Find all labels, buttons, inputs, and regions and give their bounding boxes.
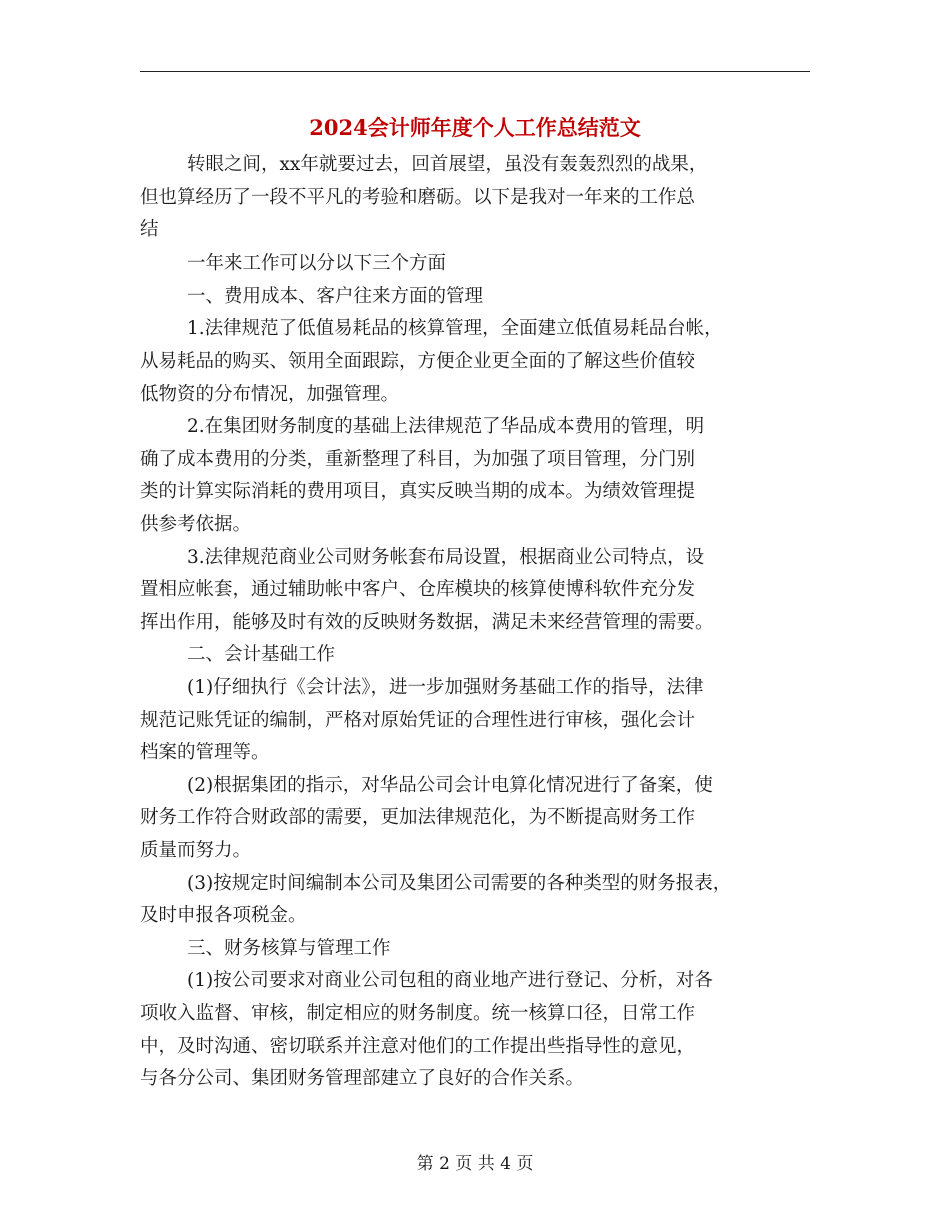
body-line: (3)按规定时间编制本公司及集团公司需要的各种类型的财务报表， xyxy=(187,872,732,894)
body-line: 从易耗品的购买、领用全面跟踪，方便企业更全面的了解这些价值较 xyxy=(140,351,696,373)
section-heading: 二、会计基础工作 xyxy=(187,644,336,666)
document-body xyxy=(140,149,812,1096)
page-footer: 第 2 页 共 4 页 xyxy=(416,1154,534,1174)
body-line: 3.法律规范商业公司财务帐套布局设置，根据商业公司特点，设 xyxy=(187,546,705,568)
body-line: (1)仔细执行《会计法》，进一步加强财务基础工作的指导，法律 xyxy=(187,677,704,698)
body-line: 1.法律规范了低值易耗品的核算管理，全面建立低值易耗品台帐， xyxy=(187,318,723,340)
body-line: 质量而努力。 xyxy=(140,839,252,861)
section-heading: 三、财务核算与管理工作 xyxy=(187,937,391,959)
body-line: 转眼之间，xx年就要过去，回首展望，虽没有轰轰烈烈的战果， xyxy=(187,154,708,175)
body-line: 低物资的分布情况，加强管理。 xyxy=(140,383,400,405)
section-heading: 一、费用成本、客户往来方面的管理 xyxy=(187,285,484,307)
header-rule xyxy=(140,71,810,72)
body-line: 档案的管理等。 xyxy=(140,742,270,764)
body-line: 2.在集团财务制度的基础上法律规范了华品成本费用的管理，明 xyxy=(187,416,705,438)
body-line: 但也算经历了一段不平凡的考验和磨砺。以下是我对一年来的工作总 xyxy=(140,186,696,208)
body-line: 与各分公司、集团财务管理部建立了良好的合作关系。 xyxy=(140,1068,585,1090)
body-line: 一年来工作可以分以下三个方面 xyxy=(187,253,447,275)
document-title: 2024会计师年度个人工作总结范文 xyxy=(309,115,641,140)
body-line: (2)根据集团的指示，对华品公司会计电算化情况进行了备案，使 xyxy=(187,774,713,796)
body-line: 规范记账凭证的编制，严格对原始凭证的合理性进行审核，强化会计 xyxy=(140,709,696,731)
body-line: 财务工作符合财政部的需要，更加法律规范化，为不断提高财务工作 xyxy=(140,807,696,829)
body-line: 挥出作用，能够及时有效的反映财务数据，满足未来经营管理的需要。 xyxy=(140,611,714,633)
body-line: 确了成本费用的分类，重新整理了科目，为加强了项目管理，分门别 xyxy=(140,448,696,470)
body-line: 类的计算实际消耗的费用项目，真实反映当期的成本。为绩效管理提 xyxy=(140,481,696,503)
body-line: 置相应帐套，通过辅助帐中客户、仓库模块的核算使博科软件充分发 xyxy=(140,579,696,601)
body-line: (1)按公司要求对商业公司包租的商业地产进行登记、分析，对各 xyxy=(187,970,713,992)
body-line: 供参考依据。 xyxy=(140,514,252,536)
body-line: 中，及时沟通、密切联系并注意对他们的工作提出些指导性的意见， xyxy=(140,1035,696,1057)
body-line: 项收入监督、审核，制定相应的财务制度。统一核算口径，日常工作 xyxy=(140,1002,696,1024)
body-line: 结 xyxy=(140,219,159,241)
body-line: 及时申报各项税金。 xyxy=(140,905,307,927)
